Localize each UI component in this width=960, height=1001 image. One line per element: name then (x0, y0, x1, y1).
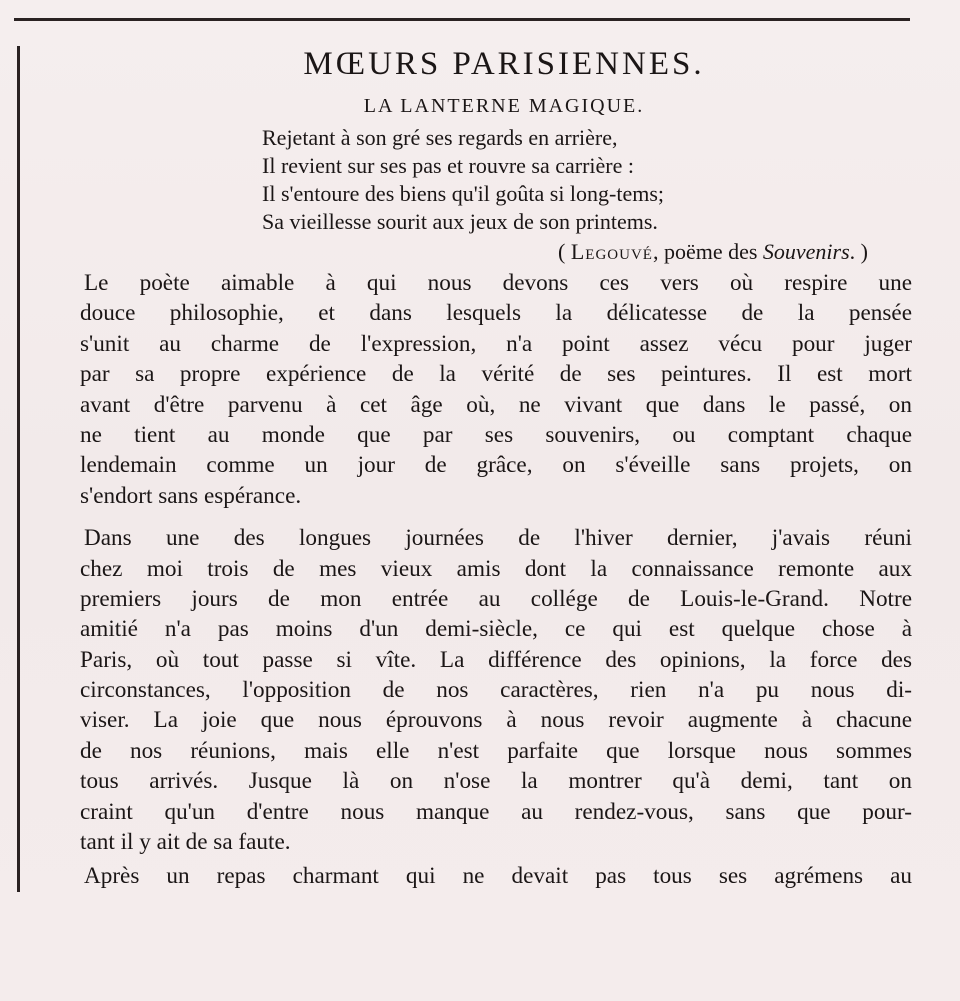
attribution-close: . ) (849, 239, 868, 264)
text-line: craint qu'un d'entre nous manque au rendez-vous, sans que pour- (80, 798, 912, 825)
paragraph-1 (80, 268, 912, 511)
epigraph-verse (262, 124, 912, 236)
attribution-work: Souvenirs (762, 239, 850, 264)
text-line: viser. La joie que nous éprouvons à nous revoir augmente à chacune (80, 707, 912, 734)
text-line: s'unit au charme de l'expression, n'a point assez vécu pour juger (80, 330, 912, 357)
verse-line: Il revient sur ses pas et rouvre sa carrière : (262, 153, 635, 178)
attribution-middle: , poëme des (652, 239, 763, 264)
text-line: par sa propre expérience de la vérité de ses peintures. Il est mort (80, 361, 912, 388)
paragraph-3 (80, 861, 912, 891)
text-line: ne tient au monde que par ses souvenirs, ou comptant chaque (80, 421, 912, 448)
text-line: avant d'être parvenu à cet âge où, ne vivant que dans le passé, on (80, 391, 912, 418)
text-line: lendemain comme un jour de grâce, on s'éveille sans projets, on (80, 452, 912, 479)
text-line: tous arrivés. Jusque là on n'ose la montrer qu'à demi, tant on (80, 768, 912, 795)
text-line: de nos réunions, mais elle n'est parfaite que lorsque nous sommes (80, 737, 912, 764)
article (80, 40, 912, 892)
verse-line: Rejetant à son gré ses regards en arrière, (262, 125, 618, 150)
attribution-open: ( (558, 239, 571, 264)
text-line: Paris, où tout passe si vîte. La différence des opinions, la force des (80, 646, 912, 673)
text-line: Le poète aimable à qui nous devons ces vers où respire une (84, 270, 912, 296)
paragraph-2 (80, 523, 912, 857)
text-line: tant il y ait de sa faute. (80, 829, 291, 856)
text-line: Après un repas charmant qui ne devait pas tous ses agrémens au (84, 863, 912, 890)
text-line: premiers jours de mon entrée au collége de Louis-le-Grand. Notre (80, 585, 912, 612)
verse-line: Sa vieillesse sourit aux jeux de son printems. (262, 209, 658, 234)
text-line: chez moi trois de mes vieux amis dont la connaissance remonte aux (80, 555, 912, 582)
article-subtitle: LA LANTERNE MAGIQUE. (363, 95, 645, 117)
epigraph-attribution (80, 236, 912, 268)
text-line: amitié n'a pas moins d'un demi-siècle, ce qui est quelque chose à (80, 616, 912, 643)
verse-line: Il s'entoure des biens qu'il goûta si long-tems; (262, 181, 665, 206)
text-line: Dans une des longues journées de l'hiver dernier, j'avais réuni (84, 525, 912, 552)
article-title: MŒURS PARISIENNES. (303, 46, 705, 82)
paragraph-gap (80, 511, 912, 523)
text-line: douce philosophie, et dans lesquels la délicatesse de la pensée (80, 300, 912, 327)
top-rule (14, 18, 910, 21)
attribution-author: Legouvé (570, 239, 653, 264)
text-line: s'endort sans espérance. (80, 482, 302, 509)
left-column-rule (17, 46, 20, 892)
text-line: circonstances, l'opposition de nos caractères, rien n'a pu nous di- (80, 677, 912, 704)
